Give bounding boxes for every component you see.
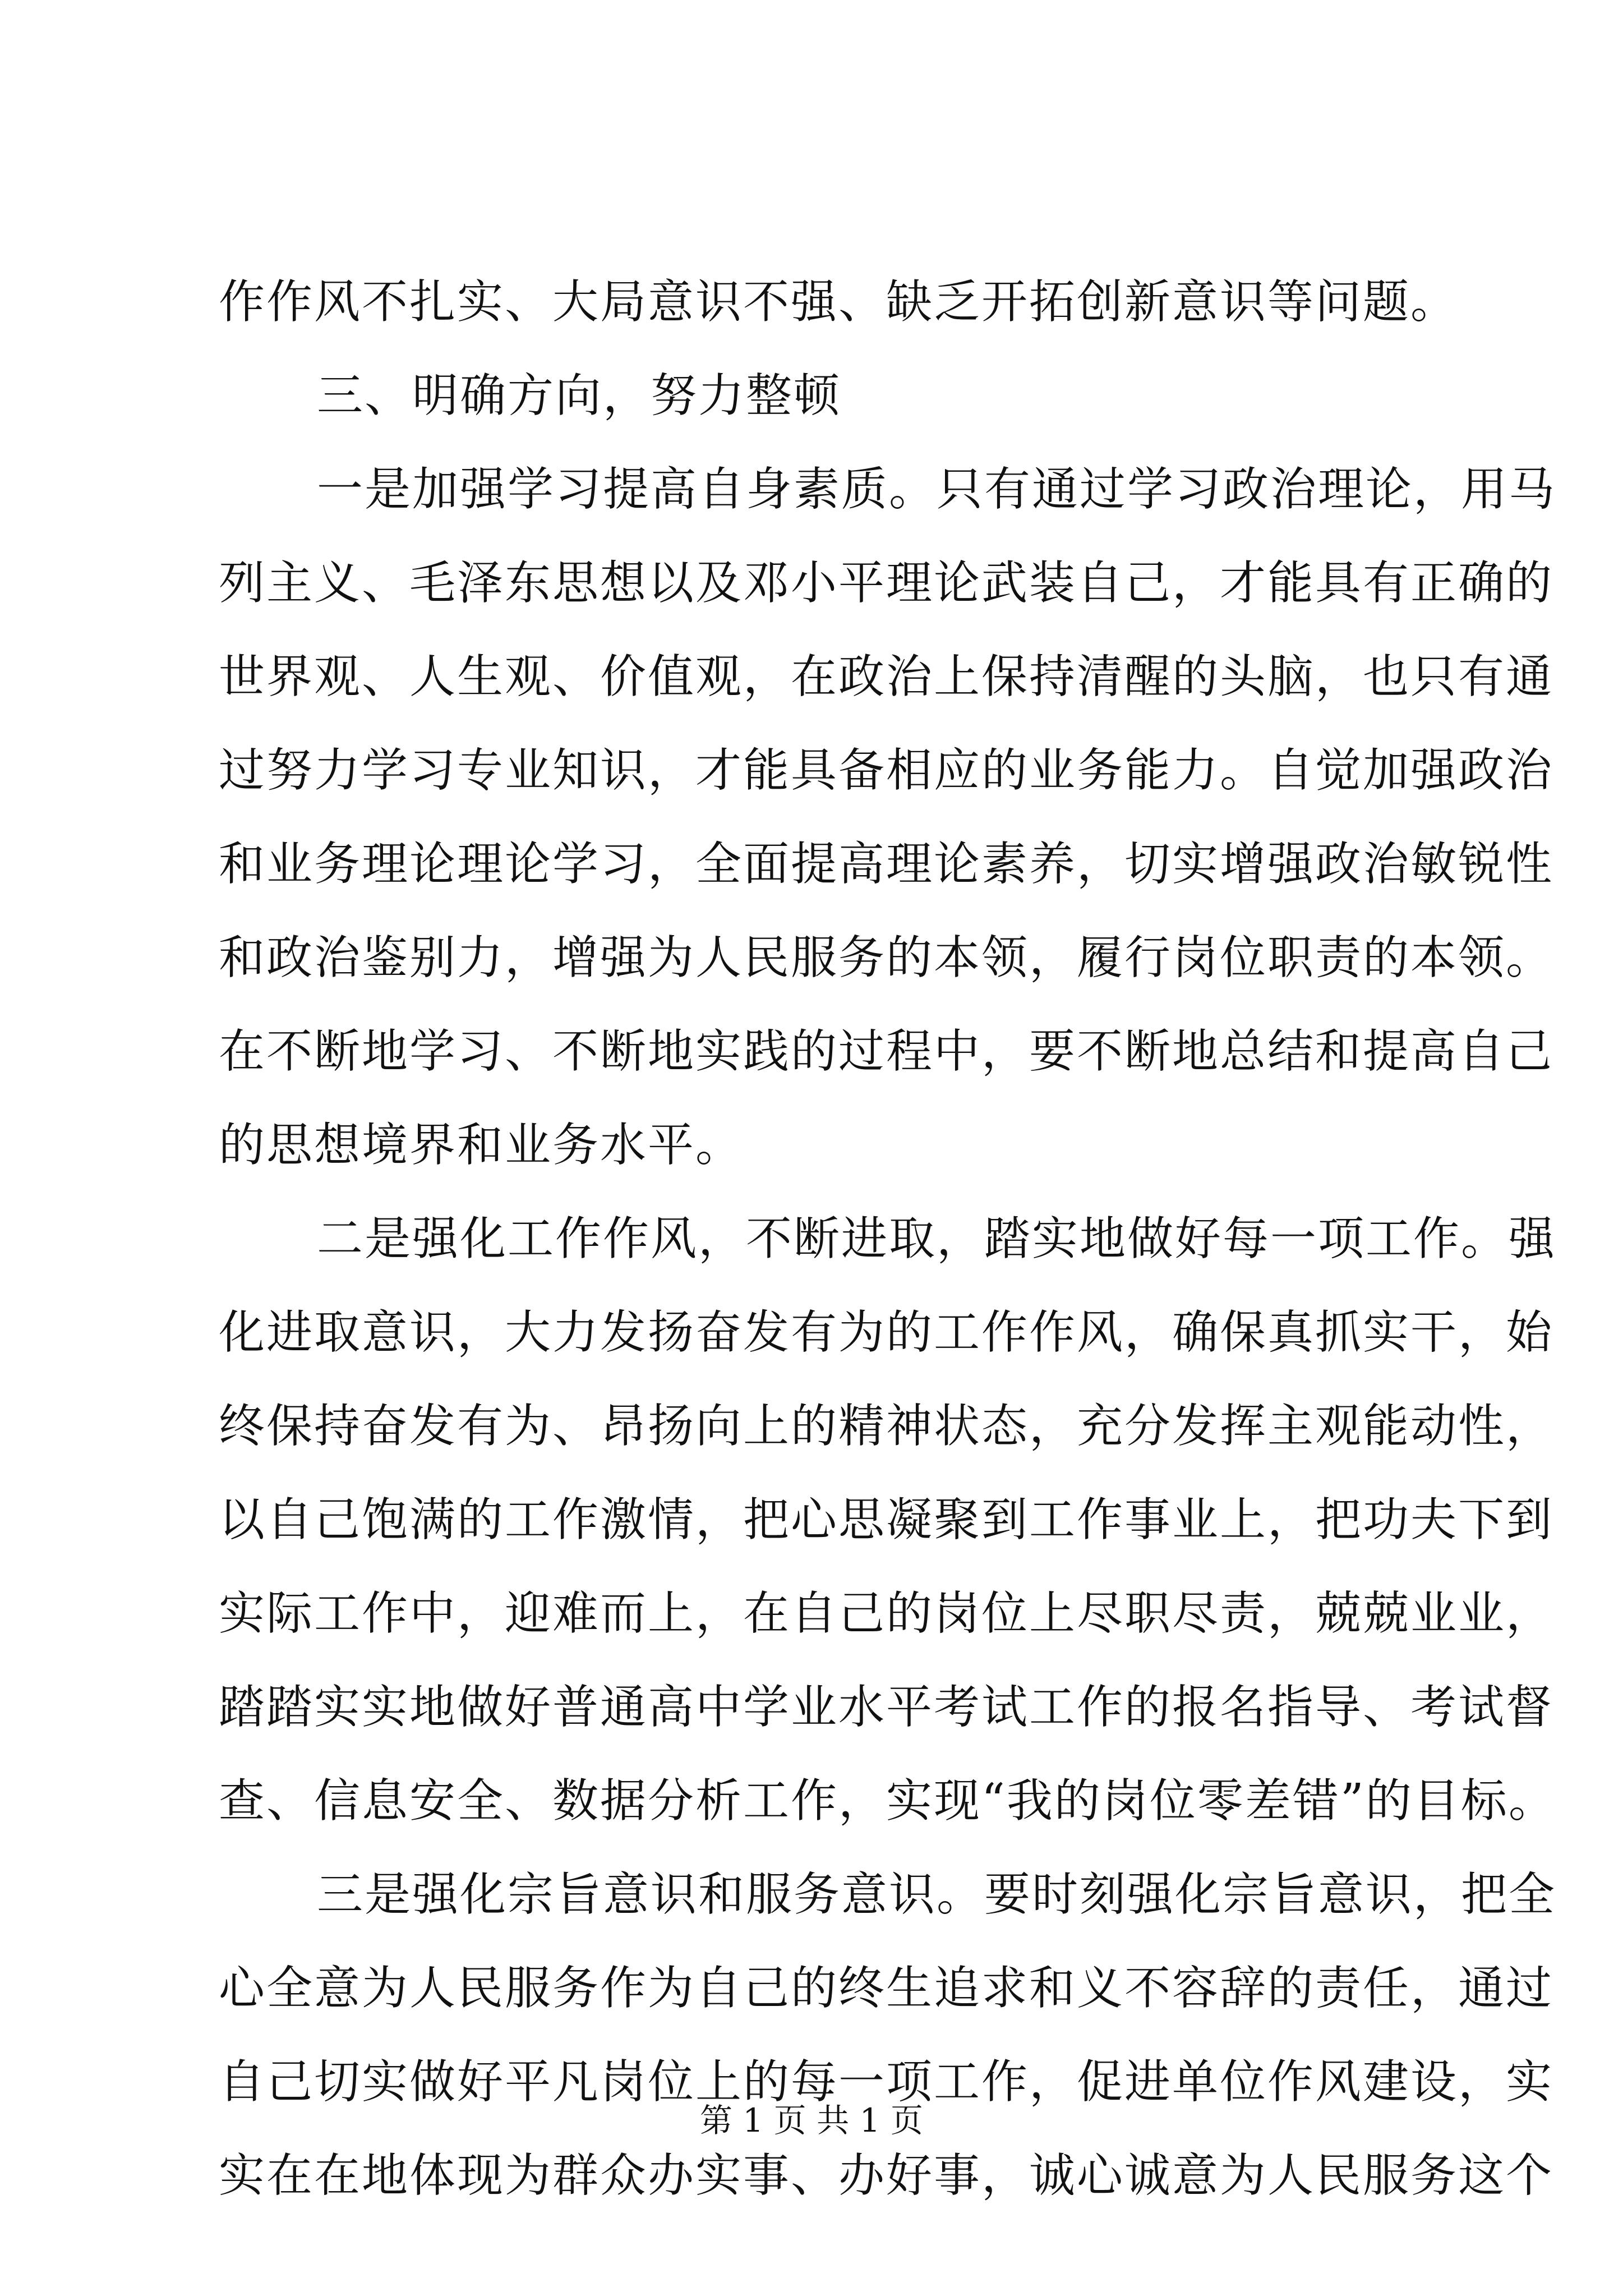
text-line: 三、明确方向，努力整顿 bbox=[317, 369, 842, 422]
text-line: 一是加强学习提高自身素质。只有通过学习政治理论，用马 bbox=[317, 463, 1557, 516]
text-line: 自己切实做好平凡岗位上的每一项工作，促进单位作风建设，实 bbox=[219, 2055, 1554, 2109]
text-line: 作作风不扎实、大局意识不强、缺乏开拓创新意识等问题。 bbox=[219, 275, 1459, 329]
text-line: 过努力学习专业知识，才能具备相应的业务能力。自觉加强政治 bbox=[219, 744, 1554, 797]
text-line: 的思想境界和业务水平。 bbox=[219, 1119, 744, 1172]
document-body bbox=[219, 255, 1557, 2223]
text-line: 查、信息安全、数据分析工作，实现“我的岗位零差错”的目标。 bbox=[219, 1774, 1556, 1828]
text-line: 以自己饱满的工作激情，把心思凝聚到工作事业上，把功夫下到 bbox=[219, 1493, 1554, 1547]
text-line: 心全意为人民服务作为自己的终生追求和义不容辞的责任，通过 bbox=[219, 1962, 1554, 2015]
text-line: 三是强化宗旨意识和服务意识。要时刻强化宗旨意识，把全 bbox=[317, 1868, 1557, 1921]
text-line: 化进取意识，大力发扬奋发有为的工作作风，确保真抓实干，始 bbox=[219, 1306, 1554, 1359]
page-footer: 第 1 页 共 1 页 bbox=[700, 2101, 923, 2139]
text-line: 实在在地体现为群众办实事、办好事，诚心诚意为人民服务这个 bbox=[219, 2149, 1554, 2202]
text-line: 二是强化工作作风，不断进取，踏实地做好每一项工作。强 bbox=[317, 1212, 1557, 1266]
text-line: 实际工作中，迎难而上，在自己的岗位上尽职尽责，兢兢业业， bbox=[219, 1587, 1554, 1640]
text-line: 踏踏实实地做好普通高中学业水平考试工作的报名指导、考试督 bbox=[219, 1681, 1554, 1734]
text-line: 在不断地学习、不断地实践的过程中，要不断地总结和提高自己 bbox=[219, 1025, 1554, 1078]
text-line: 世界观、人生观、价值观，在政治上保持清醒的头脑，也只有通 bbox=[219, 650, 1554, 703]
text-line: 和政治鉴别力，增强为人民服务的本领，履行岗位职责的本领。 bbox=[219, 931, 1554, 984]
text-line: 和业务理论理论学习，全面提高理论素养，切实增强政治敏锐性 bbox=[219, 838, 1554, 891]
text-line: 终保持奋发有为、昂扬向上的精神状态，充分发挥主观能动性， bbox=[219, 1400, 1554, 1453]
text-line: 列主义、毛泽东思想以及邓小平理论武装自己，才能具有正确的 bbox=[219, 556, 1554, 610]
